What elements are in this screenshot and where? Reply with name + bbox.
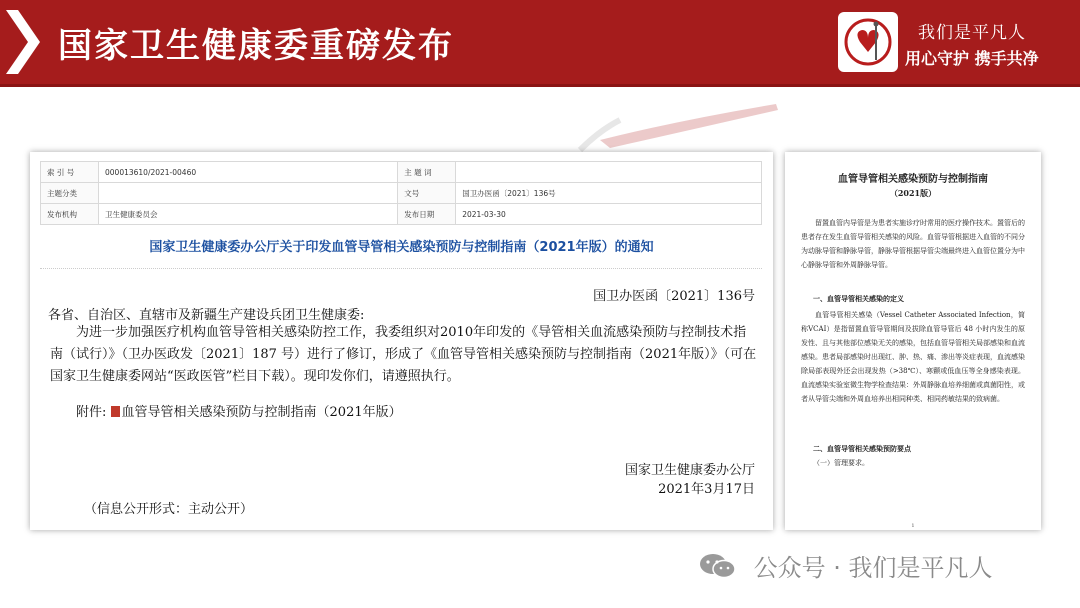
brush-stroke-decoration — [540, 100, 780, 160]
meta-key: 发布日期 — [398, 204, 456, 225]
notice-title: 国家卫生健康委办公厅关于印发血管导管相关感染预防与控制指南（2021年版）的通知 — [149, 240, 654, 255]
meta-value — [456, 162, 762, 183]
table-row — [41, 183, 762, 204]
guideline-subtitle: （2021版） — [889, 188, 937, 198]
wechat-icon — [698, 552, 738, 580]
table-row — [41, 162, 762, 183]
heart-logo-icon — [838, 12, 898, 72]
guideline-intro: 留置血管内导管是为患者实施诊疗时常用的医疗操作技术。置管后的患者存在发生血管导管相关感染的风险。血管导管根据进入血管的不同分为动脉导管和静脉导管，静脉导管根据导管尖端最终进入血管位置分为中心静脉导管和外周静脉导管。 — [801, 219, 1025, 269]
header-underline — [0, 84, 1080, 87]
brand-slogan: 用心守护 携手共净 — [905, 49, 1039, 68]
attachment-link[interactable]: 血管导管相关感染预防与控制指南（2021年版） — [121, 405, 402, 420]
meta-value: 国卫办医函〔2021〕136号 — [456, 183, 762, 204]
chevron-decoration-icon — [0, 0, 46, 84]
meta-value: 000013610/2021-00460 — [99, 162, 398, 183]
guideline-page — [785, 152, 1041, 530]
section-heading: 二、血管导管相关感染预防要点 — [813, 444, 911, 453]
meta-key: 索 引 号 — [41, 162, 99, 183]
notice-body: 为进一步加强医疗机构血管导管相关感染防控工作，我委组织对2010年印发的《导管相关血流感染预防与控制技术指南（试行）》（卫办医政发〔2021〕187 号）进行了修订，形成了《血管导管相关感染预防与控制指南（2021年版）》（可在国家卫生健康委网站“医政医管”栏目下载）。现印发你们，请遵照执行。 — [50, 325, 757, 384]
meta-key: 发布机构 — [41, 204, 99, 225]
meta-key: 主 题 词 — [398, 162, 456, 183]
watermark — [698, 548, 993, 584]
definition-paragraph: 血管导管相关感染（Vessel Catheter Associated Infection，简称VCAI）是指留置血管导管期间及拔除血管导管后 48 小时内发生的原发性、且与其他部位感染无关的感染，包括血管导管相关局部感染和血流感染。患者局部感染时出现红、肿、热、痛、渗出等炎症表现，血流感染除局部表现外还会出现发热（>38℃）、寒颤或低血压等全身感染表现。血流感染实验室微生物学检查结果：外周静脉血培养细菌或真菌阳性，或者从导管尖端和外周血培养出相同种类、相同药敏结果的致病菌。 — [801, 311, 1025, 403]
subsection-heading: （一）管理要求。 — [813, 459, 869, 467]
divider — [40, 268, 762, 269]
attachment-label: 附件: — [76, 405, 107, 420]
meta-key: 文号 — [398, 183, 456, 204]
file-icon — [111, 406, 120, 417]
addressee: 各省、自治区、直辖市及新疆生产建设兵团卫生健康委: — [48, 308, 365, 323]
guideline-title: 血管导管相关感染预防与控制指南 — [838, 174, 988, 185]
page-number: 1 — [911, 523, 915, 529]
meta-value — [99, 183, 398, 204]
brand-name: 我们是平凡人 — [918, 23, 1026, 43]
header-bar — [0, 0, 1080, 84]
section-heading: 一、血管导管相关感染的定义 — [813, 294, 904, 303]
meta-key: 主题分类 — [41, 183, 99, 204]
table-row — [41, 204, 762, 225]
watermark-text: 公众号 · 我们是平凡人 — [753, 554, 993, 582]
issue-date: 2021年3月17日 — [658, 482, 755, 497]
brand-logo — [838, 12, 898, 72]
meta-value: 2021-03-30 — [456, 204, 762, 225]
metadata-table — [40, 161, 762, 225]
issuer: 国家卫生健康委办公厅 — [624, 463, 755, 478]
disclosure-note: （信息公开形式：主动公开） — [84, 502, 254, 517]
document-number: 国卫办医函〔2021〕136号 — [593, 289, 755, 304]
page-title: 国家卫生健康委重磅发布 — [58, 26, 454, 66]
attachment-line — [76, 401, 402, 420]
meta-value: 卫生健康委员会 — [99, 204, 398, 225]
notice-document — [30, 152, 773, 530]
